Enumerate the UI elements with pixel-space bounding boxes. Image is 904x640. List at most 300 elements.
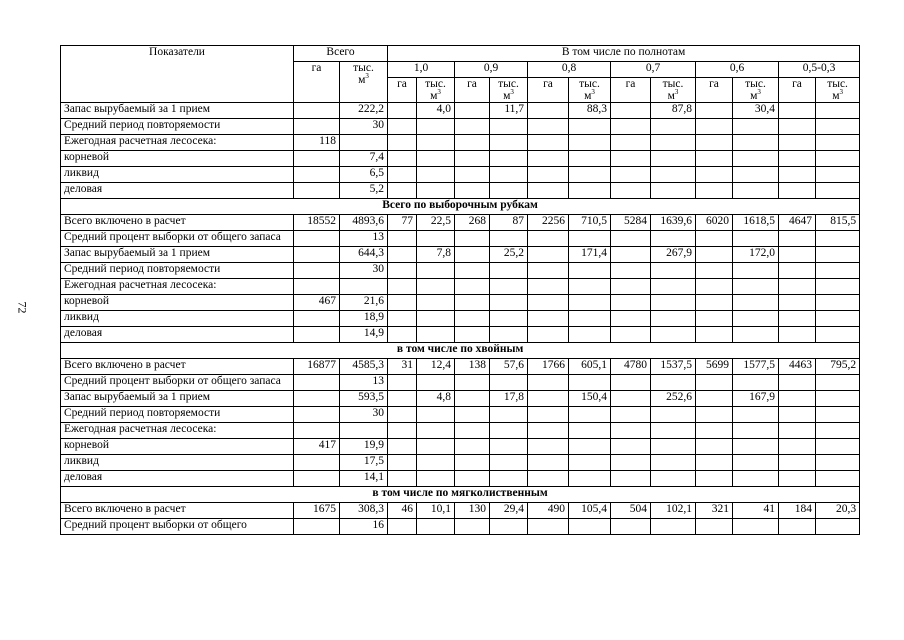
table-cell — [528, 295, 569, 311]
table-cell — [490, 231, 528, 247]
table-cell — [696, 327, 733, 343]
unit-ths-label: тыс. — [353, 62, 374, 74]
table-cell — [696, 519, 733, 535]
table-row — [61, 215, 860, 231]
row-label: деловая — [61, 183, 294, 199]
table-cell — [569, 439, 611, 455]
table-cell — [733, 439, 779, 455]
table-cell — [417, 455, 455, 471]
table-cell — [696, 455, 733, 471]
table-cell — [490, 407, 528, 423]
table-cell: 268 — [455, 215, 490, 231]
table-cell — [611, 439, 651, 455]
table-cell — [569, 327, 611, 343]
table-cell: 1675 — [294, 503, 340, 519]
table-row — [61, 311, 860, 327]
table-cell — [569, 263, 611, 279]
table-cell — [733, 375, 779, 391]
table-cell — [611, 135, 651, 151]
table-cell: 87 — [490, 215, 528, 231]
table-cell: 267,9 — [651, 247, 696, 263]
table-cell — [528, 455, 569, 471]
table-cell — [569, 519, 611, 535]
table-cell — [490, 167, 528, 183]
table-cell: 17,5 — [340, 455, 388, 471]
table-row — [61, 119, 860, 135]
header-total-ha: га — [294, 62, 340, 103]
table-cell — [490, 151, 528, 167]
table-cell: 1766 — [528, 359, 569, 375]
table-cell: 88,3 — [569, 103, 611, 119]
table-cell — [569, 423, 611, 439]
table-cell — [294, 455, 340, 471]
table-cell: 4647 — [779, 215, 816, 231]
table-cell — [651, 375, 696, 391]
table-cell — [779, 247, 816, 263]
table-cell — [569, 151, 611, 167]
table-cell — [528, 151, 569, 167]
table-cell: 172,0 — [733, 247, 779, 263]
table-cell: 130 — [455, 503, 490, 519]
table-cell — [651, 263, 696, 279]
table-cell — [816, 375, 860, 391]
table-cell — [455, 103, 490, 119]
table-cell — [388, 327, 417, 343]
table-cell — [696, 311, 733, 327]
header-density-group: 1,0 — [388, 62, 455, 78]
table-cell — [455, 327, 490, 343]
table-cell — [455, 519, 490, 535]
table-cell: 171,4 — [569, 247, 611, 263]
table-cell — [294, 151, 340, 167]
table-cell — [611, 407, 651, 423]
table-cell — [611, 183, 651, 199]
table-cell — [696, 407, 733, 423]
row-label: Средний период повторяемости — [61, 263, 294, 279]
table-cell — [388, 375, 417, 391]
table-cell — [816, 231, 860, 247]
table-cell — [388, 471, 417, 487]
table-cell — [490, 519, 528, 535]
header-sub-ths-m3 — [417, 78, 455, 103]
table-cell — [417, 167, 455, 183]
table-cell — [733, 407, 779, 423]
header-sub-ths-m3 — [651, 78, 696, 103]
table-cell — [779, 439, 816, 455]
table-row — [61, 471, 860, 487]
table-cell — [569, 135, 611, 151]
table-cell — [490, 439, 528, 455]
table-cell: 29,4 — [490, 503, 528, 519]
table-cell — [294, 375, 340, 391]
table-row — [61, 135, 860, 151]
header-density-group: 0,6 — [696, 62, 779, 78]
table-row — [61, 327, 860, 343]
header-sub-ths-m3 — [569, 78, 611, 103]
table-cell — [779, 279, 816, 295]
table-cell — [779, 375, 816, 391]
unit-ths-label: тыс. — [662, 78, 684, 90]
table-cell — [779, 263, 816, 279]
table-cell — [294, 167, 340, 183]
table-cell — [779, 295, 816, 311]
header-density-group: 0,8 — [528, 62, 611, 78]
table-cell — [651, 519, 696, 535]
section-heading-row — [61, 199, 860, 215]
table-cell — [696, 423, 733, 439]
table-cell — [455, 455, 490, 471]
table-cell: 138 — [455, 359, 490, 375]
table-cell — [733, 471, 779, 487]
table-cell — [733, 167, 779, 183]
table-cell — [651, 183, 696, 199]
table-cell — [490, 119, 528, 135]
table-cell — [528, 375, 569, 391]
table-cell — [779, 231, 816, 247]
table-cell — [733, 231, 779, 247]
table-cell — [651, 455, 696, 471]
table-cell — [733, 311, 779, 327]
table-cell — [696, 103, 733, 119]
table-cell — [528, 119, 569, 135]
table-cell: 77 — [388, 215, 417, 231]
table-cell: 308,3 — [340, 503, 388, 519]
table-cell — [733, 135, 779, 151]
table-cell: 644,3 — [340, 247, 388, 263]
table-cell — [417, 375, 455, 391]
table-cell — [417, 135, 455, 151]
table-row — [61, 375, 860, 391]
table-cell — [455, 135, 490, 151]
table-cell: 321 — [696, 503, 733, 519]
row-label: корневой — [61, 439, 294, 455]
table-cell — [528, 407, 569, 423]
table-cell — [611, 295, 651, 311]
table-cell — [388, 183, 417, 199]
table-cell — [294, 407, 340, 423]
table-cell — [779, 327, 816, 343]
table-cell: 87,8 — [651, 103, 696, 119]
table-cell — [388, 279, 417, 295]
table-cell — [417, 471, 455, 487]
table-cell — [528, 183, 569, 199]
unit-m3-label: $м^3$ — [584, 88, 595, 102]
table-cell — [696, 279, 733, 295]
table-cell — [779, 407, 816, 423]
table-cell — [696, 391, 733, 407]
table-cell — [611, 471, 651, 487]
table-cell — [569, 279, 611, 295]
table-cell — [651, 135, 696, 151]
row-label: Средний период повторяемости — [61, 407, 294, 423]
table-cell: 1577,5 — [733, 359, 779, 375]
table-cell — [696, 231, 733, 247]
row-label: ликвид — [61, 455, 294, 471]
table-cell — [816, 439, 860, 455]
table-cell — [779, 119, 816, 135]
table-cell — [733, 519, 779, 535]
table-cell — [388, 151, 417, 167]
table-cell — [779, 183, 816, 199]
unit-m3-label: $м^3$ — [430, 88, 441, 102]
table-cell: 13 — [340, 375, 388, 391]
table-cell — [611, 519, 651, 535]
table-cell: 11,7 — [490, 103, 528, 119]
table-cell — [294, 231, 340, 247]
section-heading: в том числе по хвойным — [61, 343, 860, 359]
row-label: Всего включено в расчет — [61, 215, 294, 231]
row-label: Ежегодная расчетная лесосека: — [61, 135, 294, 151]
table-cell: 605,1 — [569, 359, 611, 375]
table-cell — [651, 151, 696, 167]
table-cell: 710,5 — [569, 215, 611, 231]
table-cell: 18,9 — [340, 311, 388, 327]
table-cell — [294, 119, 340, 135]
table-cell — [816, 391, 860, 407]
table-cell — [779, 311, 816, 327]
table-cell — [816, 407, 860, 423]
header-sub-ths-m3 — [490, 78, 528, 103]
table-cell — [611, 423, 651, 439]
table-cell: 4893,6 — [340, 215, 388, 231]
table-cell — [816, 263, 860, 279]
table-cell: 57,6 — [490, 359, 528, 375]
table-cell — [651, 119, 696, 135]
table-cell — [490, 455, 528, 471]
table-cell — [569, 295, 611, 311]
table-cell — [651, 423, 696, 439]
table-cell: 14,9 — [340, 327, 388, 343]
table-cell — [388, 247, 417, 263]
table-cell — [388, 119, 417, 135]
unit-m3-label: $м^3$ — [503, 88, 514, 102]
page-number: 72 — [15, 301, 30, 314]
table-cell — [569, 119, 611, 135]
table-cell — [651, 231, 696, 247]
unit-ths-label: тыс. — [498, 78, 519, 90]
table-cell — [455, 263, 490, 279]
table-cell — [816, 311, 860, 327]
table-cell — [611, 103, 651, 119]
table-cell — [611, 151, 651, 167]
table-cell — [490, 327, 528, 343]
table-cell — [569, 231, 611, 247]
table-cell: 20,3 — [816, 503, 860, 519]
table-cell — [490, 423, 528, 439]
table-cell — [490, 183, 528, 199]
table-cell — [651, 471, 696, 487]
table-cell — [294, 279, 340, 295]
table-cell: 12,4 — [417, 359, 455, 375]
table-cell — [417, 295, 455, 311]
table-cell — [696, 439, 733, 455]
table-cell: 7,8 — [417, 247, 455, 263]
table-cell — [569, 471, 611, 487]
table-cell — [388, 391, 417, 407]
table-cell — [733, 455, 779, 471]
row-label: деловая — [61, 327, 294, 343]
table-cell — [651, 279, 696, 295]
table-cell: 5,2 — [340, 183, 388, 199]
table-cell — [733, 295, 779, 311]
table-cell: 31 — [388, 359, 417, 375]
table-cell — [294, 183, 340, 199]
table-cell — [569, 455, 611, 471]
table-cell — [388, 423, 417, 439]
unit-ths-label: тыс. — [745, 78, 766, 90]
table-cell — [528, 311, 569, 327]
table-row — [61, 519, 860, 535]
row-label: ликвид — [61, 311, 294, 327]
row-label: корневой — [61, 151, 294, 167]
table-cell — [490, 279, 528, 295]
table-cell — [733, 183, 779, 199]
table-cell — [388, 231, 417, 247]
table-row — [61, 503, 860, 519]
row-label: Запас вырубаемый за 1 прием — [61, 247, 294, 263]
table-cell — [651, 407, 696, 423]
table-cell: 17,8 — [490, 391, 528, 407]
header-sub-ha: га — [455, 78, 490, 103]
table-row — [61, 247, 860, 263]
table-cell — [816, 151, 860, 167]
table-cell — [528, 103, 569, 119]
table-cell — [816, 295, 860, 311]
table-cell — [417, 279, 455, 295]
table-cell: 4,8 — [417, 391, 455, 407]
table-cell — [417, 327, 455, 343]
header-sub-ths-m3 — [816, 78, 860, 103]
table-cell — [294, 263, 340, 279]
table-cell — [779, 455, 816, 471]
table-cell — [294, 311, 340, 327]
table-row — [61, 167, 860, 183]
table-cell — [417, 183, 455, 199]
section-heading: в том числе по мягколиственным — [61, 487, 860, 503]
table-cell — [490, 375, 528, 391]
section-heading: Всего по выборочным рубкам — [61, 199, 860, 215]
table-cell — [417, 231, 455, 247]
table-cell — [651, 295, 696, 311]
table-cell — [388, 135, 417, 151]
table-cell — [388, 439, 417, 455]
table-cell: 184 — [779, 503, 816, 519]
header-sub-ha: га — [696, 78, 733, 103]
table-cell: 150,4 — [569, 391, 611, 407]
table-cell — [340, 423, 388, 439]
table-cell: 795,2 — [816, 359, 860, 375]
table-cell: 417 — [294, 439, 340, 455]
table-cell — [611, 263, 651, 279]
table-cell — [733, 423, 779, 439]
table-cell — [388, 103, 417, 119]
table-cell — [455, 375, 490, 391]
table-cell — [455, 423, 490, 439]
table-cell — [528, 247, 569, 263]
table-cell — [651, 327, 696, 343]
table-cell — [779, 471, 816, 487]
table-cell — [490, 135, 528, 151]
table-cell — [528, 263, 569, 279]
table-cell: 2256 — [528, 215, 569, 231]
row-label: Средний процент выборки от общего запаса — [61, 375, 294, 391]
table-cell: 5284 — [611, 215, 651, 231]
table-cell — [455, 407, 490, 423]
table-cell — [651, 311, 696, 327]
table-cell: 6020 — [696, 215, 733, 231]
table-cell — [816, 327, 860, 343]
section-heading-row — [61, 487, 860, 503]
table-cell — [340, 279, 388, 295]
table-cell — [490, 311, 528, 327]
table-cell — [816, 135, 860, 151]
table-cell — [388, 407, 417, 423]
table-cell: 1618,5 — [733, 215, 779, 231]
table-cell — [294, 103, 340, 119]
table-cell: 504 — [611, 503, 651, 519]
table-cell: 5699 — [696, 359, 733, 375]
table-cell — [455, 119, 490, 135]
row-label: Средний процент выборки от общего — [61, 519, 294, 535]
table-cell — [816, 183, 860, 199]
table-cell — [816, 103, 860, 119]
table-cell: 4463 — [779, 359, 816, 375]
unit-ths-label: тыс. — [425, 78, 446, 90]
table-cell: 1639,6 — [651, 215, 696, 231]
table-cell — [455, 183, 490, 199]
table-cell — [733, 119, 779, 135]
table-cell — [417, 151, 455, 167]
table-cell — [455, 295, 490, 311]
row-label: деловая — [61, 471, 294, 487]
table-cell — [455, 391, 490, 407]
table-row — [61, 151, 860, 167]
table-cell — [696, 263, 733, 279]
table-cell: 490 — [528, 503, 569, 519]
table-cell — [294, 327, 340, 343]
row-label: Всего включено в расчет — [61, 359, 294, 375]
table-cell — [528, 391, 569, 407]
table-cell — [455, 151, 490, 167]
table-row — [61, 391, 860, 407]
table-row — [61, 103, 860, 119]
table-cell — [816, 247, 860, 263]
table-cell — [490, 471, 528, 487]
table-row — [61, 455, 860, 471]
table-cell — [611, 119, 651, 135]
table-cell: 14,1 — [340, 471, 388, 487]
table-cell — [779, 151, 816, 167]
table-row — [61, 407, 860, 423]
table-cell: 118 — [294, 135, 340, 151]
table-cell — [569, 375, 611, 391]
header-sub-ha: га — [779, 78, 816, 103]
table-cell: 167,9 — [733, 391, 779, 407]
table-cell — [733, 263, 779, 279]
row-label: ликвид — [61, 167, 294, 183]
table-cell — [528, 519, 569, 535]
table-cell — [294, 519, 340, 535]
table-cell: 252,6 — [651, 391, 696, 407]
table-row — [61, 439, 860, 455]
table-cell: 6,5 — [340, 167, 388, 183]
table-cell — [417, 407, 455, 423]
table-cell — [611, 327, 651, 343]
table-cell — [611, 279, 651, 295]
table-cell — [696, 471, 733, 487]
table-cell: 41 — [733, 503, 779, 519]
table-row — [61, 263, 860, 279]
